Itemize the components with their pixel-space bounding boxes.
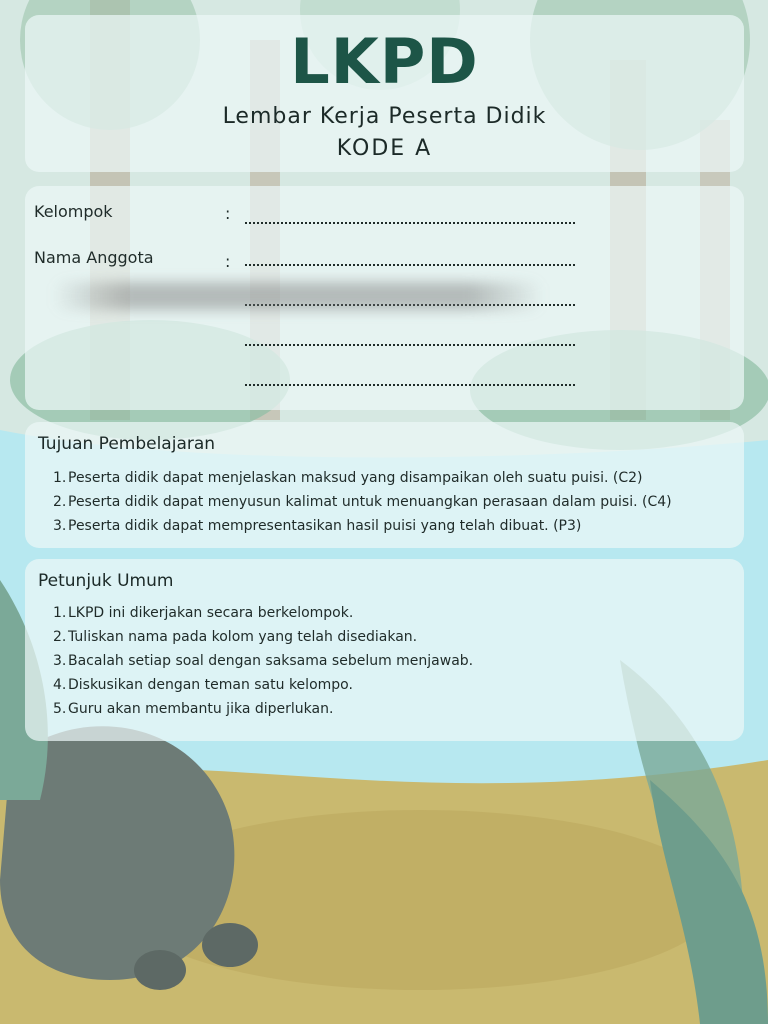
members-label: Nama Anggota bbox=[34, 248, 154, 267]
list-item: 5. Guru akan membantu jika diperlukan. bbox=[53, 701, 334, 717]
learning-goals-panel bbox=[25, 422, 744, 548]
list-item: 2. Tuliskan nama pada kolom yang telah disediakan. bbox=[53, 629, 418, 645]
identity-panel bbox=[25, 186, 744, 410]
list-item: 1. Peserta didik dapat menjelaskan maksud yang disampaikan oleh suatu puisi. (C2) bbox=[53, 470, 643, 486]
group-label: Kelompok bbox=[34, 202, 113, 221]
list-item: 3. Bacalah setiap soal dengan saksama sebelum menjawab. bbox=[53, 653, 474, 669]
group-colon: : bbox=[225, 204, 231, 223]
instructions-list bbox=[53, 601, 473, 721]
goals-title: Tujuan Pembelajaran bbox=[38, 434, 216, 454]
member-blank-line[interactable] bbox=[245, 262, 575, 266]
goals-list bbox=[53, 466, 672, 538]
general-instructions-panel bbox=[25, 559, 744, 741]
list-item: 1. LKPD ini dikerjakan secara berkelompok. bbox=[53, 605, 354, 621]
subtitle: Lembar Kerja Peserta Didik bbox=[222, 104, 547, 129]
redaction-blur bbox=[53, 282, 543, 310]
list-item: 2. Peserta didik dapat menyusun kalimat untuk menuangkan perasaan dalam puisi. (C4) bbox=[53, 494, 672, 510]
group-blank-line[interactable] bbox=[245, 220, 575, 224]
logo-title: LKPD bbox=[290, 25, 479, 98]
list-item: 4. Diskusikan dengan teman satu kelompo. bbox=[53, 677, 353, 693]
members-colon: : bbox=[225, 252, 231, 271]
member-blank-line[interactable] bbox=[245, 382, 575, 386]
header-panel bbox=[25, 15, 744, 172]
list-item: 3. Peserta didik dapat mempresentasikan hasil puisi yang telah dibuat. (P3) bbox=[53, 518, 582, 534]
code-label: KODE A bbox=[336, 136, 433, 161]
member-blank-line[interactable] bbox=[245, 342, 575, 346]
instructions-title: Petunjuk Umum bbox=[38, 571, 174, 591]
